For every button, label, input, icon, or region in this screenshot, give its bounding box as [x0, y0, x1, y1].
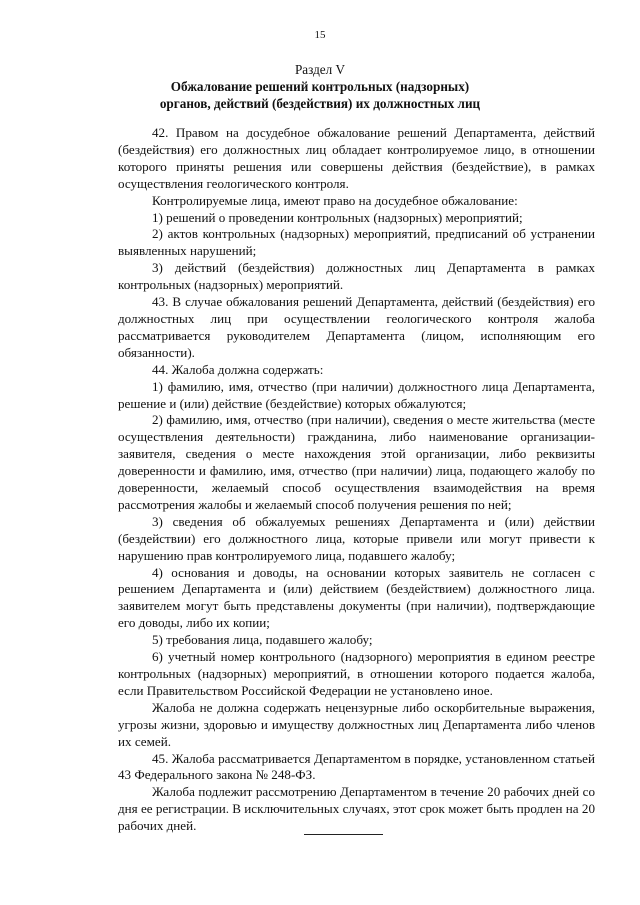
list-item-1: 1) решений о проведении контрольных (надзорных) мероприятий; [152, 209, 523, 225]
paragraph-44: 44. Жалоба должна содержать: [152, 361, 324, 377]
section-label: Раздел V [294, 62, 346, 77]
end-divider [304, 834, 383, 835]
list-item-2: 2) актов контрольных (надзорных) мероприятий, предписаний об устранении выявленных нарушений; [118, 226, 595, 259]
complaint-item-2: 2) фамилию, имя, отчество (при наличии), сведения о месте жительства (месте осуществления деятельности) гражданина, либо наименование организации-заявителя, сведения о месте нахождения этой организации, либо реквизиты доверенности и фамилию, имя, отчество (при наличии) лица, подающего жалобу по доверенности, желаемый способ осуществления взаимодействия на время рассмотрения жалобы и желаемый способ получения решения по ней; [118, 412, 595, 512]
section-title-line-1: Обжалование решений контрольных (надзорных) [170, 79, 470, 94]
complaint-item-5: 5) требования лица, подавшего жалобу; [152, 632, 373, 648]
complaint-item-3: 3) сведения об обжалуемых решениях Департамента и (или) действии (бездействии) его должностного лица, которые привели или могут привести к нарушению прав контролируемого лица, подавшего жалобу; [118, 513, 595, 563]
complaint-item-1: 1) фамилию, имя, отчество (при наличии) должностного лица Департамента, решение и (или) действие (бездействие) которых обжалуются; [118, 378, 595, 411]
paragraph-43: 43. В случае обжалования решений Департамента, действий (бездействия) его должностных лиц при осуществлении геологического контроля жалоба рассматривается руководителем Департамента (лицом, исполняющим его обязанности). [118, 294, 595, 360]
section-title-line-2: органов, действий (бездействия) их должностных лиц [159, 96, 481, 111]
paragraph-review-period: Жалоба подлежит рассмотрению Департаментом в течение 20 рабочих дней со дня ее регистрации. В исключительных случаях, этот срок может быть продлен на 20 рабочих дней. [118, 784, 595, 834]
complaint-item-6: 6) учетный номер контрольного (надзорного) мероприятия в едином реестре контрольных (надзорных) мероприятий, в отношении которого подается жалоба, если Правительством Российской Федерации не установлено иное. [118, 649, 595, 698]
paragraph-complaint-content: Жалоба не должна содержать нецензурные либо оскорбительные выражения, угрозы жизни, здоровью и имуществу должностных лиц Департамента либо членов их семей. [118, 699, 595, 749]
paragraph-appeal-rights: Контролируемые лица, имеют право на досудебное обжалование: [152, 192, 518, 208]
document-body [118, 125, 595, 835]
paragraph-42: 42. Правом на досудебное обжалование решений Департамента, действий (бездействия) его должностных лиц обладает контролируемое лицо, в отношении которого приняты решения или совершены действия (бездействие), в рамках осуществления геологического контроля. [118, 125, 595, 191]
list-item-3: 3) действий (бездействия) должностных лиц Департамента в рамках контрольных (надзорных) мероприятий. [118, 260, 595, 293]
section-title [0, 78, 640, 112]
page-number: 15 [314, 29, 326, 41]
complaint-item-4: 4) основания и доводы, на основании которых заявитель не согласен с решением Департамента и (или) действием (бездействием) должностного лица. заявителем могут быть представлены документы (при наличии), подтверждающие его доводы, либо их копии; [118, 564, 595, 631]
paragraph-45: 45. Жалоба рассматривается Департаментом в порядке, установленном статьей 43 Федерального закона № 248-ФЗ. [118, 750, 595, 783]
